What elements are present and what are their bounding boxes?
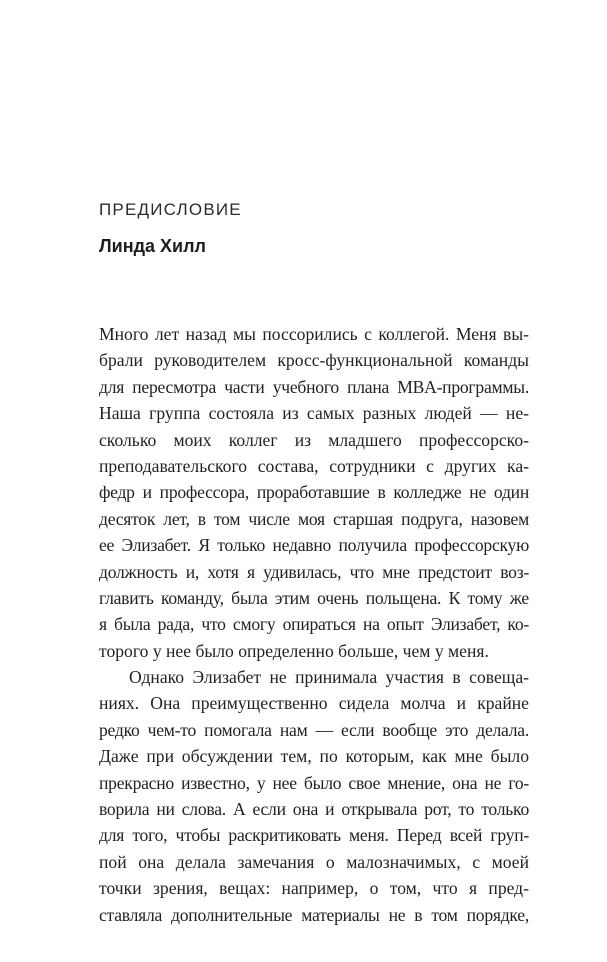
- text-line: Наша группа состояла из самых разных людей — не-: [99, 403, 529, 424]
- text-line: десяток лет, в том числе моя старшая подруга, назовем: [99, 508, 529, 529]
- text-line: ниях. Она преимущественно сидела молча и крайне: [99, 693, 529, 714]
- text-line: главить команду, была этим очень польщена. К тому же: [99, 587, 529, 608]
- text-line: федр и профессора, проработавшие в колледже не один: [99, 482, 529, 503]
- text-line: пой она делала замечания о малозначимых, с моей: [99, 851, 529, 872]
- text-line: преподавательского состава, сотрудники с других ка-: [99, 455, 529, 476]
- text-line: я была рада, что смогу опираться на опыт Элизабет, ко-: [99, 614, 529, 635]
- text-line: ворила ни слова. А если она и открывала рот, то только: [99, 799, 529, 820]
- paragraph-2: [99, 664, 529, 928]
- text-line: точки зрения, вещах: например, о том, что я пред-: [99, 878, 529, 899]
- section-title: ПРЕДИСЛОВИЕ: [99, 200, 242, 219]
- text-line: торого у нее было определенно больше, чем у меня.: [99, 640, 489, 661]
- text-line: редко чем-то помогала нам — если вообще это делала.: [99, 719, 529, 740]
- text-line: Даже при обсуждении тем, по которым, как мне было: [99, 746, 529, 767]
- body-text: [99, 321, 529, 928]
- text-line: сколько моих коллег из младшего профессорско-: [99, 429, 529, 450]
- text-line: ставляла дополнительные материалы не в том порядке,: [99, 904, 529, 925]
- text-line: Много лет назад мы поссорились с коллегой. Меня вы-: [99, 324, 529, 344]
- text-line: Однако Элизабет не принимала участия в совеща-: [129, 667, 529, 688]
- paragraph-1: [99, 321, 529, 664]
- author-name: Линда Хилл: [99, 236, 206, 256]
- text-line: для того, чтобы раскритиковать меня. Перед всей груп-: [99, 825, 529, 846]
- text-line: для пересмотра части учебного плана MBA-программы.: [99, 376, 529, 397]
- text-line: брали руководителем кросс-функциональной команды: [99, 350, 529, 371]
- text-line: ее Элизабет. Я только недавно получила профессорскую: [99, 535, 529, 556]
- text-line: прекрасно известно, у нее было свое мнение, она не го-: [99, 772, 529, 793]
- text-line: должность и, хотя я удивилась, что мне предстоит воз-: [99, 561, 529, 582]
